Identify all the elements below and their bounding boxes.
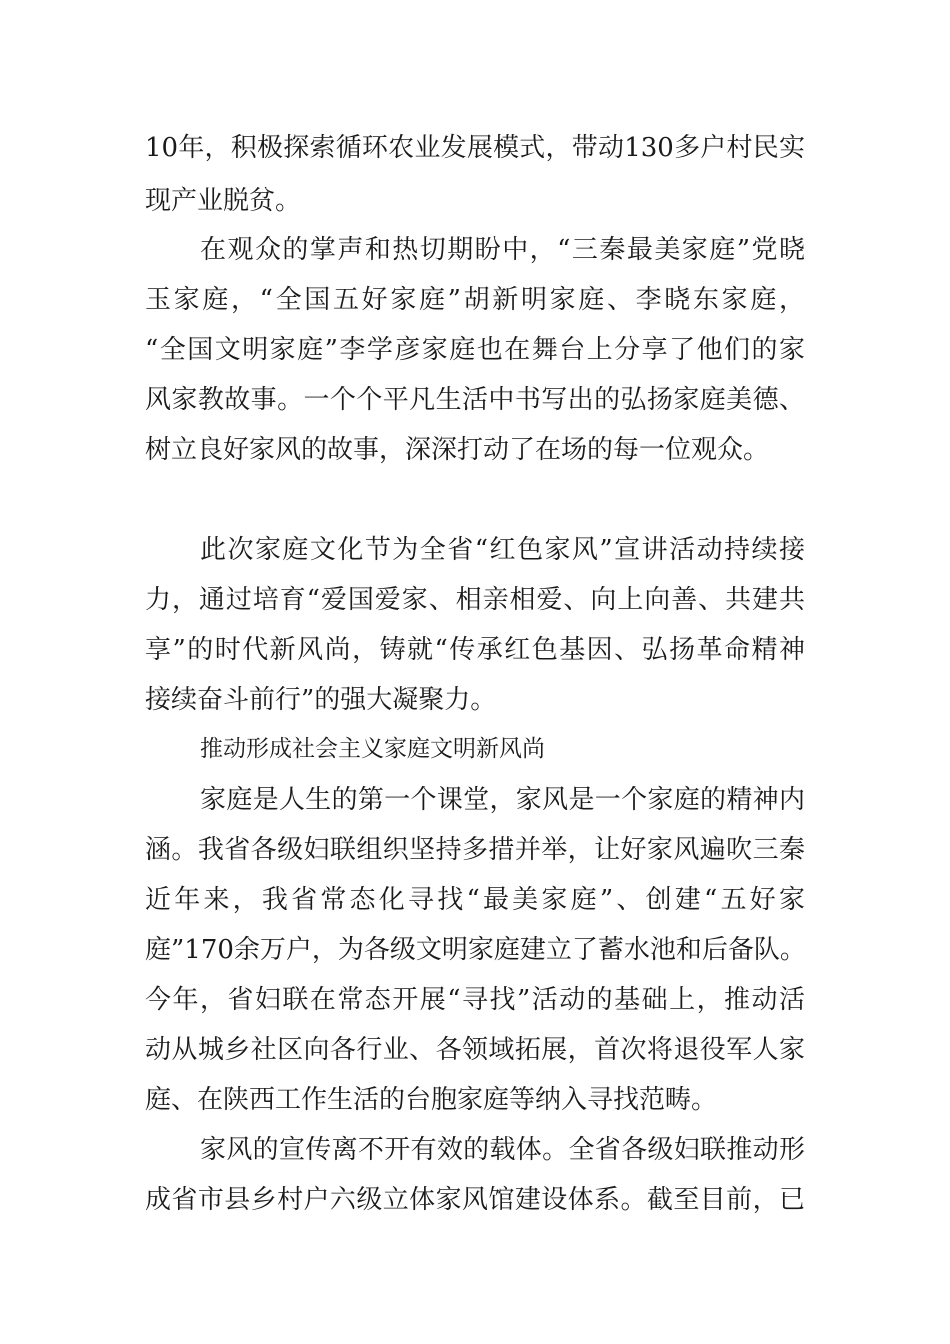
section-heading: 推动形成社会主义家庭文明新风尚 <box>200 736 545 762</box>
paragraph-4-line-7: 庭、在陕西工作生活的台胞家庭等纳入寻找范畴。 <box>145 1085 718 1115</box>
paragraph-5-line-1: 家风的宣传离不开有效的载体。全省各级妇联推动形 <box>200 1135 805 1165</box>
paragraph-3-line-2: 力，通过培育“爱国爱家、相亲相爱、向上向善、共建共 <box>145 585 805 615</box>
paragraph-4-line-4: 庭”170余万户，为各级文明家庭建立了蓄水池和后备队。 <box>145 935 806 965</box>
paragraph-2-line-4: 风家教故事。一个个平凡生活中书写出的弘扬家庭美德、 <box>145 385 805 415</box>
paragraph-4-line-2: 涵。我省各级妇联组织坚持多措并举，让好家风遍吹三秦 <box>145 835 805 865</box>
paragraph-2-line-3: “全国文明家庭”李学彦家庭也在舞台上分享了他们的家 <box>145 335 805 365</box>
paragraph-4-line-3: 近年来，我省常态化寻找“最美家庭”、创建“五好家 <box>145 885 805 915</box>
paragraph-2-line-5: 树立良好家风的故事，深深打动了在场的每一位观众。 <box>145 435 770 465</box>
paragraph-4-line-1: 家庭是人生的第一个课堂，家风是一个家庭的精神内 <box>200 785 805 815</box>
paragraph-1-line-1: 10年，积极探索循环农业发展模式，带动130多户村民实 <box>145 133 805 163</box>
paragraph-2-line-1: 在观众的掌声和热切期盼中，“三秦最美家庭”党晓 <box>200 235 805 265</box>
paragraph-1-line-2: 现产业脱贫。 <box>145 186 302 216</box>
paragraph-3-line-3: 享”的时代新风尚，铸就“传承红色基因、弘扬革命精神 <box>145 635 805 665</box>
paragraph-4-line-6: 动从城乡社区向各行业、各领域拓展，首次将退役军人家 <box>145 1035 805 1065</box>
paragraph-2-line-2: 玉家庭，“全国五好家庭”胡新明家庭、李晓东家庭， <box>145 285 805 315</box>
paragraph-4-line-5: 今年，省妇联在常态开展“寻找”活动的基础上，推动活 <box>145 985 805 1015</box>
paragraph-3-line-1: 此次家庭文化节为全省“红色家风”宣讲活动持续接 <box>200 535 805 565</box>
paragraph-3-line-4: 接续奋斗前行”的强大凝聚力。 <box>145 685 497 715</box>
paragraph-5-line-2: 成省市县乡村户六级立体家风馆建设体系。截至目前，已 <box>145 1185 805 1215</box>
